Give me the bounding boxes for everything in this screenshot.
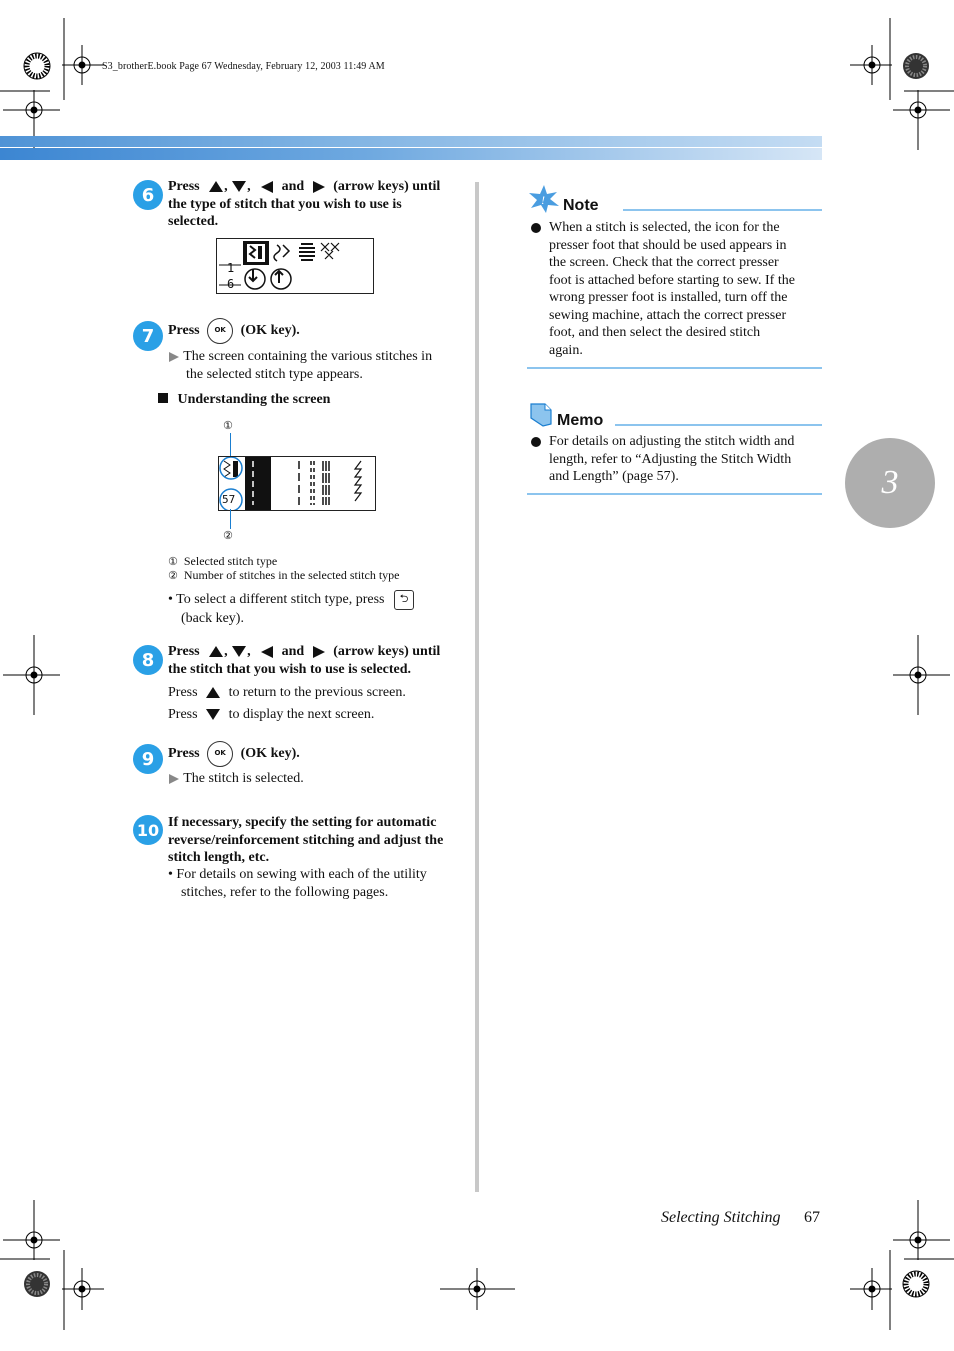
footer-section-title: Selecting Stitching <box>661 1209 781 1226</box>
note-body <box>530 219 825 359</box>
svg-text:!: ! <box>541 193 545 207</box>
step-9-instruction <box>168 741 300 767</box>
step-10-bullet <box>168 866 468 901</box>
back-key-bullet <box>168 590 468 628</box>
note-line: sewing machine, attach the correct presser <box>549 307 787 323</box>
step-7-result-line-2: the selected stitch type appears. <box>186 366 363 382</box>
note-line: foot, and then select the desired stitch <box>549 325 761 340</box>
left-arrow-icon <box>260 645 274 659</box>
note-icon <box>527 184 561 214</box>
step-10-bullet-line-1: For details on sewing with each of the utility <box>176 867 427 882</box>
note-line: wrong presser foot is installed, turn off the <box>549 290 788 305</box>
lcd-stitch-type-screen <box>216 238 374 294</box>
step-7-press: Press <box>168 323 200 339</box>
result-arrow-icon <box>168 773 180 785</box>
step-10-number: 10 <box>133 815 163 845</box>
step-8-prev-text: to return to the previous screen. <box>228 685 406 700</box>
left-arrow-icon <box>260 180 274 194</box>
memo-title-rule <box>615 424 822 426</box>
memo-bullet-icon <box>531 437 541 447</box>
step-6-line-3: selected. <box>168 214 219 229</box>
memo-title: Memo <box>557 412 604 429</box>
note-line: the screen. Check that the correct presser <box>549 255 779 270</box>
result-arrow-icon <box>168 351 180 363</box>
step-6-press: Press <box>168 179 200 194</box>
stitch-list-graphic <box>219 457 375 510</box>
step-8-instruction <box>168 643 468 678</box>
legend-2-num: ② <box>168 569 178 582</box>
ok-key-label: OK <box>214 749 226 758</box>
legend-2-text: Number of stitches in the selected stitch type <box>183 568 400 582</box>
step-7-result-line-1: The screen containing the various stitches in <box>183 349 433 364</box>
step-8-number: 8 <box>133 645 163 675</box>
step-8-comma-2: , <box>247 644 251 659</box>
step-9-tail: (OK key). <box>240 746 300 762</box>
lcd-page-top: 1 <box>227 261 235 275</box>
callout-1: ① <box>223 419 233 432</box>
step-10-line-3: stitch length, etc. <box>168 850 270 865</box>
step-8-next-text: to display the next screen. <box>228 707 375 722</box>
step-8-prev-press: Press <box>168 685 198 700</box>
note-bullet-icon <box>531 223 541 233</box>
memo-line: For details on adjusting the stitch width and <box>549 434 795 449</box>
step-6-comma-1: , <box>224 179 228 194</box>
down-arrow-icon <box>205 708 221 721</box>
up-arrow-icon <box>205 686 221 699</box>
note-line: When a stitch is selected, the icon for the <box>549 220 780 235</box>
step-7-tail: (OK key). <box>240 323 300 339</box>
legend-2 <box>168 568 399 583</box>
header-band-top <box>0 136 822 147</box>
note-title: Note <box>563 197 599 214</box>
lcd-stitch-list-screen <box>218 456 376 511</box>
right-arrow-icon <box>312 645 326 659</box>
ok-key-icon <box>207 741 233 767</box>
up-arrow-icon <box>208 645 224 658</box>
understanding-heading <box>158 391 330 409</box>
memo-bottom-rule <box>527 493 822 495</box>
file-info-header: S3_brotherE.book Page 67 Wednesday, February 12, 2003 11:49 AM <box>102 61 385 72</box>
note-bottom-rule <box>527 367 822 369</box>
note-line: presser foot that should be used appears in <box>549 237 787 253</box>
back-key-icon: ⮌ <box>394 590 414 610</box>
down-arrow-icon <box>231 645 247 658</box>
step-8-tail: (arrow keys) until <box>333 644 441 659</box>
note-line: again. <box>549 342 583 358</box>
legend-1 <box>168 554 277 569</box>
note-line: foot is attached before starting to sew. If the <box>549 272 795 288</box>
step-9-press: Press <box>168 746 200 762</box>
step-9-number: 9 <box>133 744 163 774</box>
square-bullet-icon <box>158 393 168 403</box>
step-10-line-2: reverse/reinforcement stitching and adjust the <box>168 832 444 848</box>
memo-icon <box>527 402 553 428</box>
lcd-page-bottom: 6 <box>227 277 235 291</box>
step-8-prev <box>168 684 406 702</box>
step-7-number: 7 <box>133 321 163 351</box>
step-7-instruction <box>168 318 300 344</box>
step-6-tail: (arrow keys) until <box>333 179 441 194</box>
column-divider <box>475 182 479 1192</box>
callout-1-line <box>230 433 231 457</box>
chapter-tab: 3 <box>845 438 935 528</box>
step-6-number: 6 <box>133 180 163 210</box>
step-6-and: and <box>281 179 305 194</box>
footer-page-number: 67 <box>804 1209 820 1226</box>
step-8-and: and <box>281 644 305 659</box>
step-8-press: Press <box>168 644 200 659</box>
step-6-instruction <box>168 178 468 231</box>
step-8-comma-1: , <box>224 644 228 659</box>
lcd-stitch-count: 57 <box>222 493 236 506</box>
memo-line: length, refer to “Adjusting the Stitch Width <box>549 451 792 467</box>
up-arrow-icon <box>208 180 224 193</box>
step-8-line-2: the stitch that you wish to use is selected. <box>168 661 412 677</box>
back-key-bullet-text: To select a different stitch type, press <box>176 592 385 608</box>
stitch-type-icons <box>217 239 373 293</box>
step-6-comma-2: , <box>247 179 251 194</box>
step-9-result-text: The stitch is selected. <box>183 771 304 786</box>
step-7-result <box>168 348 468 383</box>
step-10-bullet-line-2: stitches, refer to the following pages. <box>181 884 389 900</box>
down-arrow-icon <box>231 180 247 193</box>
bullet-dot: • <box>168 592 173 608</box>
bullet-dot: • <box>168 867 173 882</box>
step-8-next-press: Press <box>168 707 198 722</box>
right-arrow-icon <box>312 180 326 194</box>
legend-1-text: Selected stitch type <box>183 554 278 568</box>
step-6-line-2: the type of stitch that you wish to use is <box>168 196 402 212</box>
step-8-next <box>168 706 374 724</box>
ok-key-icon <box>207 318 233 344</box>
step-10-instruction <box>168 814 468 867</box>
callout-2: ② <box>223 529 233 542</box>
step-9-result <box>168 770 304 788</box>
header-band-bottom <box>0 148 822 160</box>
back-key-bullet-line-2: (back key). <box>181 611 244 626</box>
callout-2-line <box>230 509 231 529</box>
note-title-rule <box>623 209 822 211</box>
step-10-line-1: If necessary, specify the setting for automatic <box>168 815 437 830</box>
memo-line: and Length” (page 57). <box>549 469 679 484</box>
legend-1-num: ① <box>168 555 178 568</box>
memo-body <box>530 433 825 486</box>
understanding-heading-text: Understanding the screen <box>177 392 331 407</box>
ok-key-label: OK <box>214 326 226 335</box>
